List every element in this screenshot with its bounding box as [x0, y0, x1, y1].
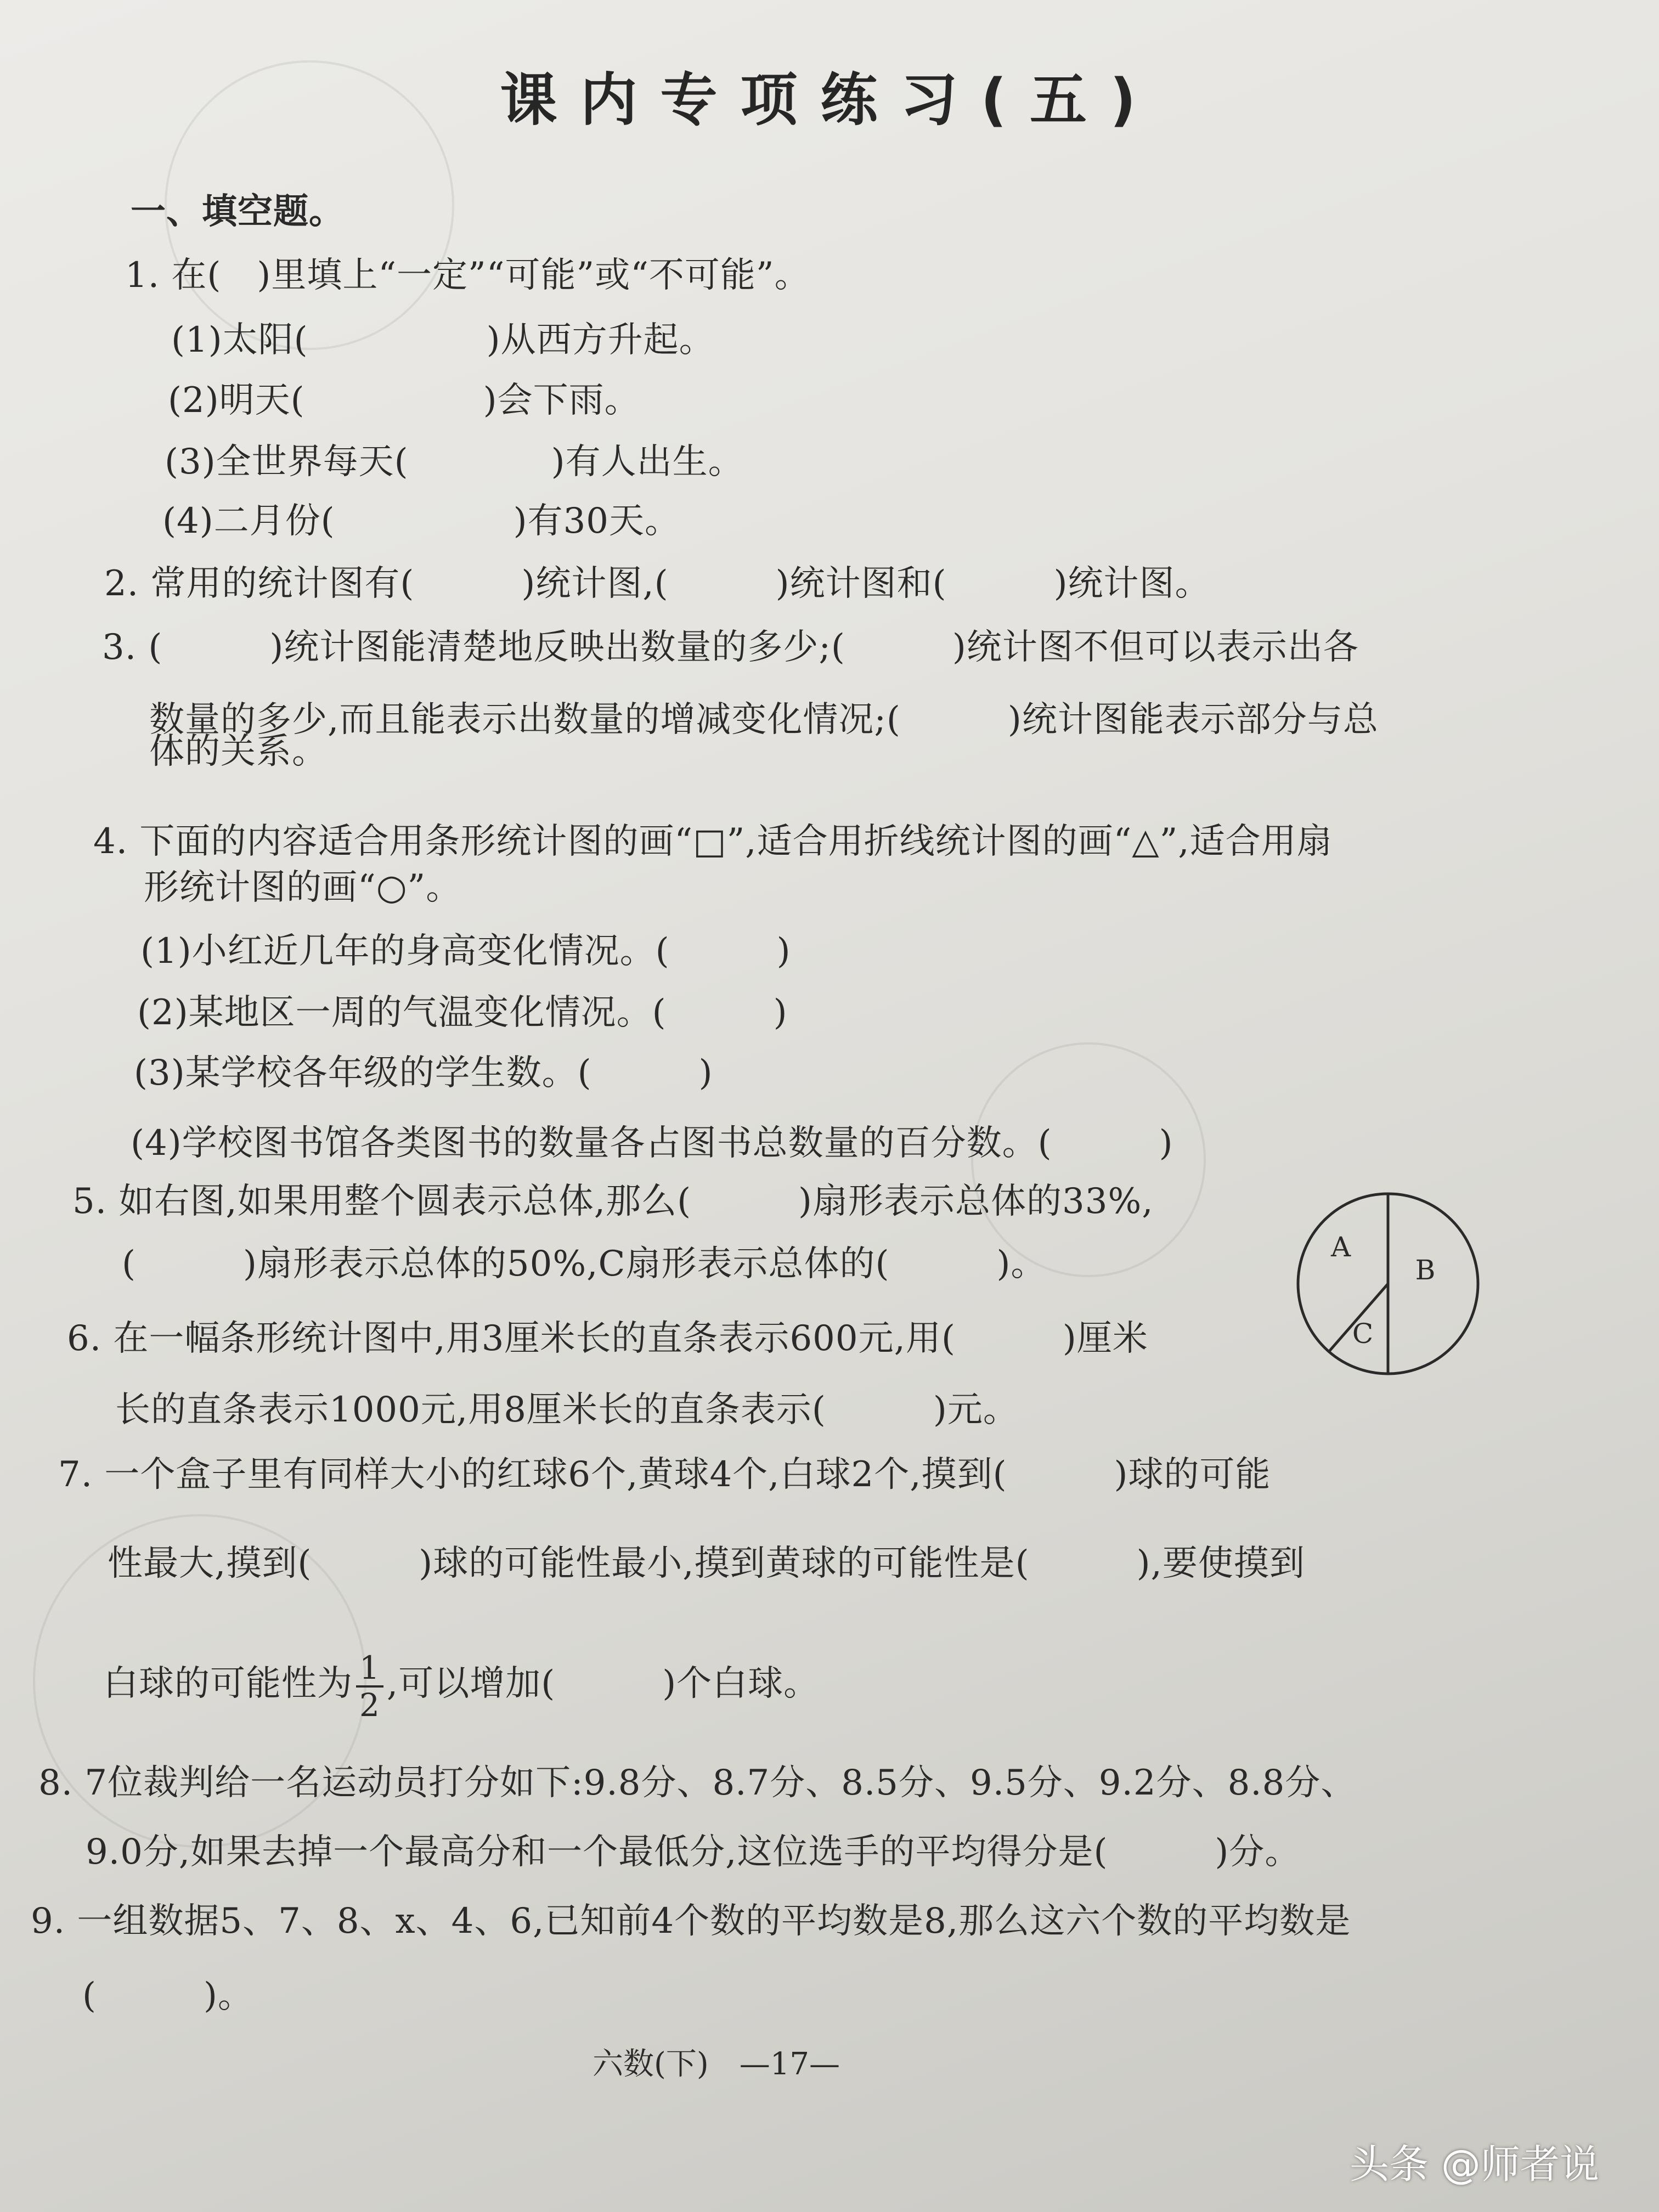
question-5-line: ( )扇形表示总体的50%,C扇形表示总体的( )。 — [122, 1244, 1047, 1284]
pie-label-c: C — [1352, 1318, 1374, 1350]
question-8-line: 8. 7位裁判给一名运动员打分如下:9.8分、8.7分、8.5分、9.5分、9.2分、8.8分、 — [38, 1763, 1357, 1803]
question-7-text: 白球的可能性为 — [103, 1663, 353, 1704]
question-9-line: 9. 一组数据5、7、8、x、4、6,已知前4个数的平均数是8,那么这六个数的平均数是 — [31, 1901, 1351, 1942]
page-title: 课内专项练习(五) — [500, 66, 1159, 133]
fraction-one-half — [356, 1650, 383, 1723]
fraction-numerator: 1 — [356, 1650, 383, 1688]
question-3-line: 数量的多少,而且能表示出数量的增减变化情况;( )统计图能表示部分与总 — [149, 699, 1379, 740]
question-4-line: 形统计图的画“○”。 — [144, 867, 462, 908]
watermark: 头条 @师者说 — [1350, 2141, 1599, 2187]
pie-label-b: B — [1415, 1254, 1436, 1286]
question-4-item: (3)某学校各年级的学生数。( ) — [134, 1053, 713, 1093]
section-heading: 一、填空题。 — [131, 191, 345, 232]
question-1-item: (2)明天( )会下雨。 — [168, 380, 640, 421]
question-7-line — [103, 1643, 819, 1725]
question-1-stem: 1. 在( )里填上“一定”“可能”或“不可能”。 — [125, 255, 810, 296]
question-6-line: 6. 在一幅条形统计图中,用3厘米长的直条表示600元,用( )厘米 — [67, 1318, 1148, 1359]
question-4-line: 4. 下面的内容适合用条形统计图的画“□”,适合用折线统计图的画“△”,适合用扇 — [93, 821, 1333, 862]
question-7-line: 7. 一个盒子里有同样大小的红球6个,黄球4个,白球2个,摸到( )球的可能 — [58, 1454, 1271, 1495]
question-3-line: 3. ( )统计图能清楚地反映出数量的多少;( )统计图不但可以表示出各 — [102, 627, 1359, 668]
question-5-line: 5. 如右图,如果用整个圆表示总体,那么( )扇形表示总体的33%, — [72, 1181, 1154, 1222]
question-4-item: (4)学校图书馆各类图书的数量各占图书总数量的百分数。( ) — [131, 1123, 1173, 1164]
question-9-line: ( )。 — [82, 1976, 253, 2016]
pie-label-a: A — [1330, 1231, 1351, 1263]
question-3-line: 体的关系。 — [149, 731, 328, 772]
question-8-line: 9.0分,如果去掉一个最高分和一个最低分,这位选手的平均得分是( )分。 — [86, 1832, 1301, 1872]
question-1-item: (4)二月份( )有30天。 — [162, 501, 681, 541]
fraction-denominator: 2 — [359, 1686, 380, 1724]
pie-diagram — [1295, 1190, 1481, 1377]
question-2: 2. 常用的统计图有( )统计图,( )统计图和( )统计图。 — [104, 563, 1211, 604]
question-4-item: (1)小红近几年的身高变化情况。( ) — [140, 931, 791, 972]
question-1-item: (3)全世界每天( )有人出生。 — [165, 442, 744, 482]
question-4-item: (2)某地区一周的气温变化情况。( ) — [137, 992, 788, 1033]
question-6-line: 长的直条表示1000元,用8厘米长的直条表示( )元。 — [115, 1390, 1019, 1430]
question-1-item: (1)太阳( )从西方升起。 — [171, 320, 715, 360]
page-footer: 六数(下) —17— — [592, 2046, 840, 2082]
question-7-text: ,可以增加( )个白球。 — [386, 1663, 820, 1704]
question-7-line: 性最大,摸到( )球的可能性最小,摸到黄球的可能性是( ),要使摸到 — [108, 1543, 1305, 1584]
